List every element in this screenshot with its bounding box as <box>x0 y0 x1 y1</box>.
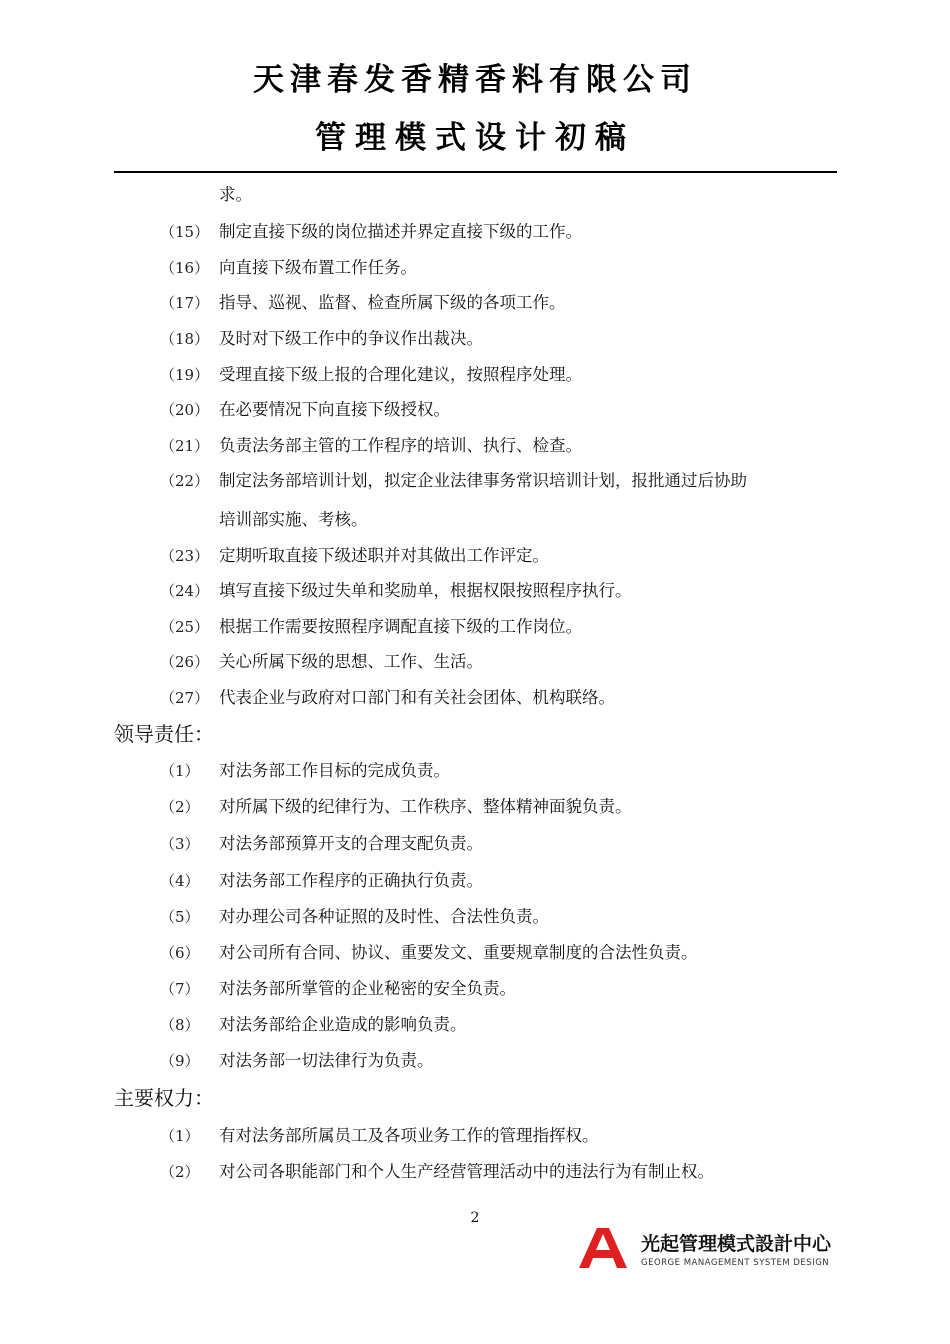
logo-chinese-name: 光起管理模式設計中心 <box>641 1233 832 1255</box>
page-number: 2 <box>470 1210 480 1226</box>
company-title: 天津春发香精香料有限公司 <box>253 62 697 98</box>
header-rule <box>114 171 837 173</box>
footer-logo <box>575 1226 845 1272</box>
section-heading-responsibility: 领导责任： <box>114 722 214 746</box>
logo-english-name: GEORGE MANAGEMENT SYSTEM DESIGN <box>641 1258 830 1268</box>
logo-a-icon <box>575 1226 635 1270</box>
document-title: 管理模式设计初稿 <box>315 120 635 156</box>
section-heading-authority: 主要权力： <box>114 1086 214 1110</box>
